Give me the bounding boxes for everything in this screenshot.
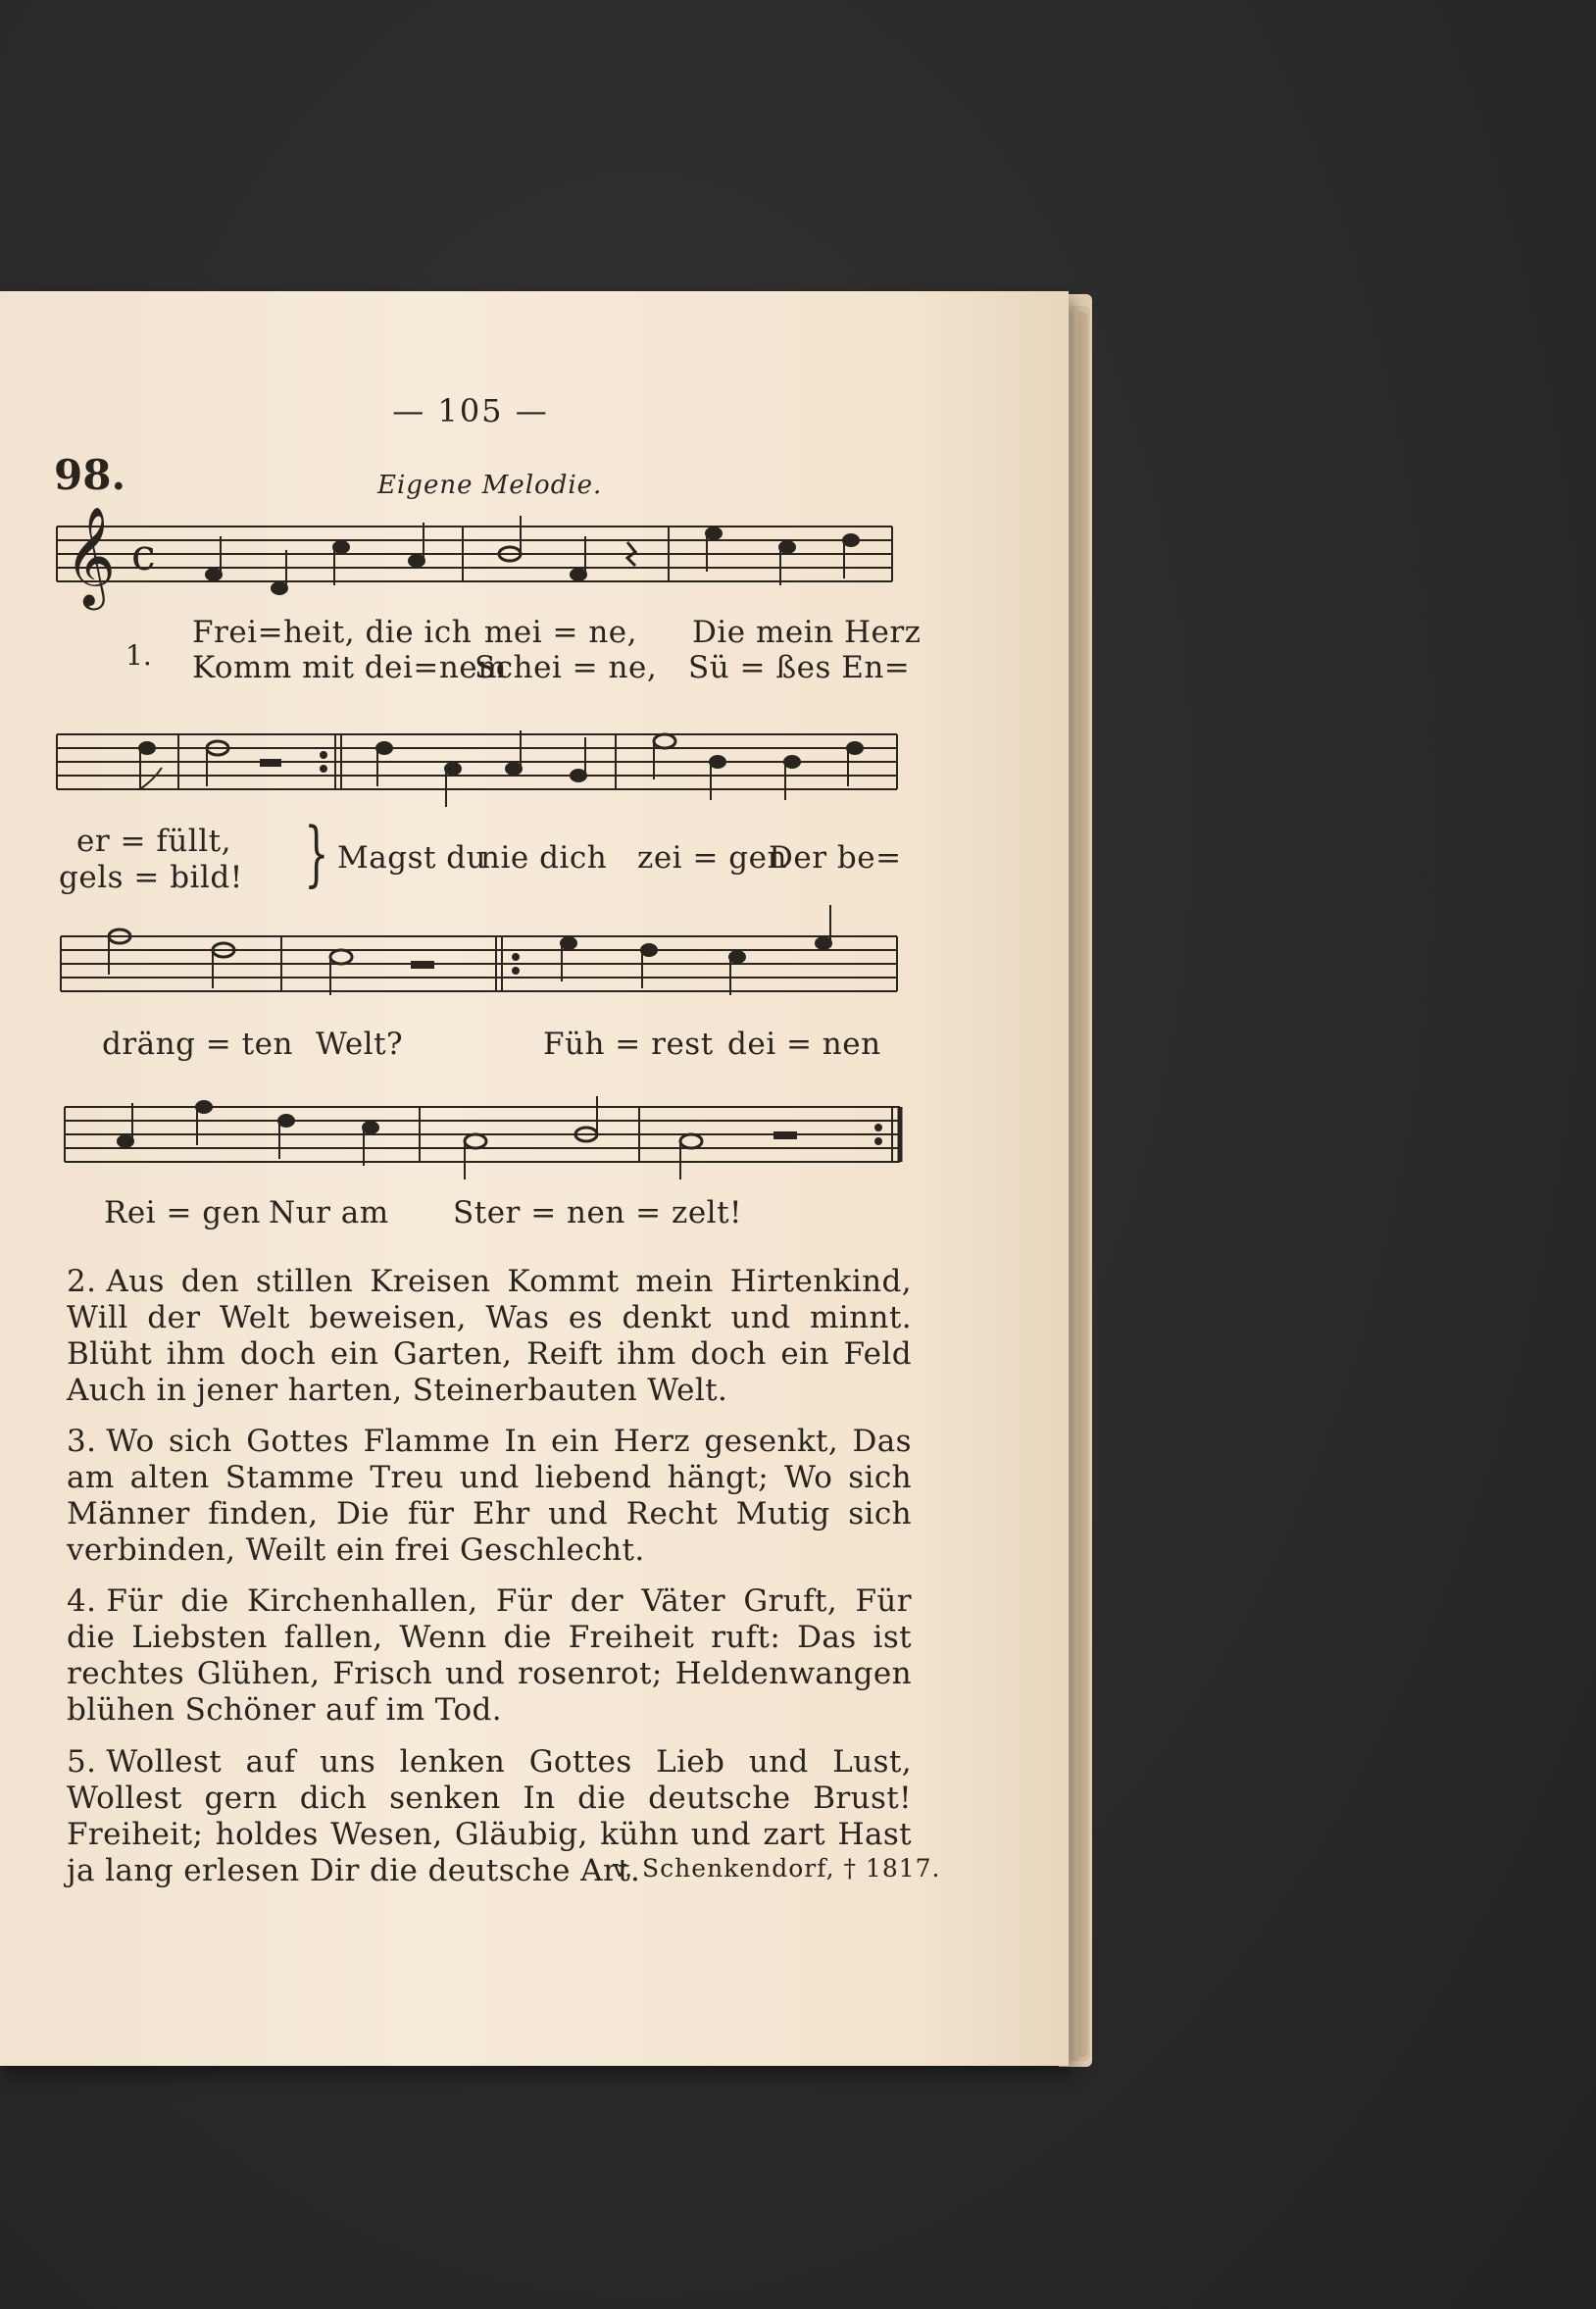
lyric: Die mein Herz (692, 615, 922, 650)
lyric: Frei=heit, die ich (192, 615, 473, 650)
lyric: Magst du (337, 840, 487, 876)
lyric: Füh = rest (543, 1027, 714, 1062)
lyric: Schei = ne, (474, 650, 658, 685)
stanza-number: 3. (67, 1424, 97, 1459)
music-notation (0, 291, 1069, 1272)
lyric: Sü = ßes En= (688, 650, 911, 685)
treble-clef-icon: 𝄞 (65, 505, 117, 606)
stanza-2 (67, 1264, 912, 1409)
stanza-4 (67, 1583, 912, 1729)
staff-system-2 (57, 734, 897, 789)
lyric: er = füllt, (76, 824, 231, 859)
lyric: zei = gen (637, 840, 787, 876)
brace-icon: } (304, 812, 329, 894)
stanza-3 (67, 1424, 912, 1569)
lyric: gels = bild! (59, 860, 243, 895)
lyric: mei = ne, (484, 615, 638, 650)
melody-note: Eigene Melodie. (377, 471, 603, 500)
lyric: nie dich (480, 840, 608, 876)
page-stack-edge (1078, 312, 1088, 2057)
stanza-number: 4. (67, 1583, 97, 1619)
lyric: Nur am (269, 1195, 389, 1230)
lyric: Ster = nen = zelt! (453, 1195, 743, 1230)
page-number: — 105 — (392, 392, 549, 429)
stanza-number: 2. (67, 1264, 97, 1299)
stanza-text: Wo sich Gottes Flamme In ein Herz gesenkt, Das am alten Stamme Treu und liebend hängt; Wo sich Männer finden, Die für Ehr und Recht Mutig sich verbinden, Weilt ein frei Geschlecht. (67, 1424, 912, 1568)
lyric: Rei = gen (104, 1195, 261, 1230)
lyric: dei = nen (727, 1027, 881, 1062)
song-number: 98. (54, 451, 126, 499)
common-time-icon: c (131, 530, 156, 580)
stanza-text: Wollest auf uns lenken Gottes Lieb und Lust, Wollest gern dich senken In die deutsche Brust! Freiheit; holdes Wesen, Gläubig, kühn und zart Hast ja lang erlesen Dir die deutsche Art. (67, 1744, 912, 1888)
lyric: Welt? (316, 1027, 404, 1062)
stanza-number: 5. (67, 1744, 97, 1780)
staff-system-1 (57, 527, 892, 581)
notes-system-2 (139, 730, 863, 807)
staff-system-3 (61, 936, 897, 991)
lyric: dräng = ten (102, 1027, 293, 1062)
notes-system-4 (118, 1096, 881, 1180)
lyric: Komm mit dei=nem (192, 650, 508, 685)
stanza-text: Aus den stillen Kreisen Kommt mein Hirtenkind, Will der Welt beweisen, Was es denkt und minnt. Blüht ihm doch ein Garten, Reift ihm doch ein Feld Auch in jener harten, Steinerbauten Welt. (67, 1264, 912, 1408)
author-credit: v. Schenkendorf, † 1817. (613, 1854, 941, 1882)
stanza-text: Für die Kirchenhallen, Für der Väter Gruft, Für die Liebsten fallen, Wenn die Freiheit ruft: Das ist rechtes Glühen, Frisch und rosenrot; Heldenwangen blühen Schöner auf im Tod. (67, 1583, 912, 1728)
book-page (0, 291, 1069, 2066)
lyric: Der be= (769, 840, 902, 876)
verse-number: 1. (125, 639, 152, 672)
